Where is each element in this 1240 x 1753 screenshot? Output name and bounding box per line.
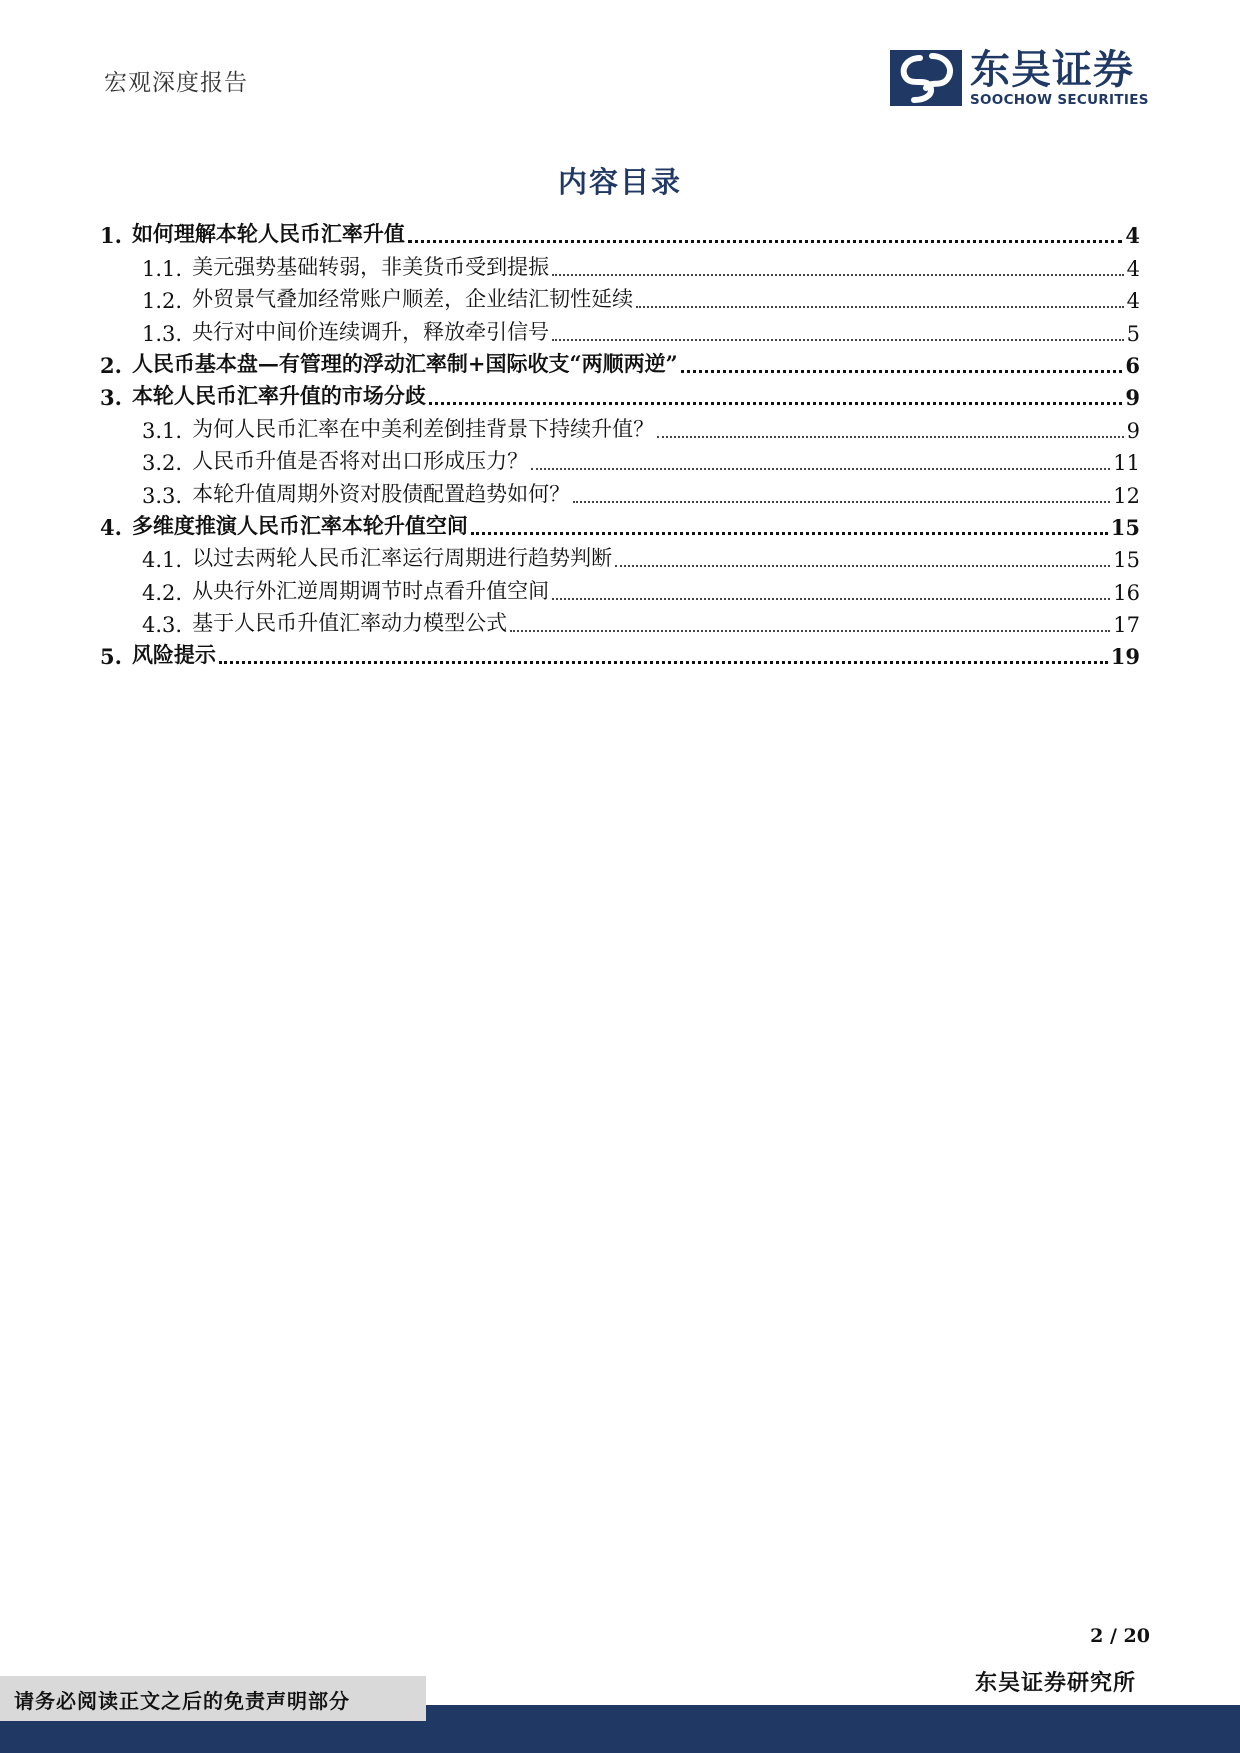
toc-entry-number: 4.2.: [142, 580, 183, 605]
toc-entry-subsection[interactable]: [100, 313, 1140, 345]
toc-entry-number: 1.: [100, 223, 122, 249]
toc-dot-leader: [219, 661, 1108, 664]
toc-entry-title: 美元强势基础转弱，非美货币受到提振: [192, 254, 550, 279]
soochow-logo-icon: [890, 50, 962, 106]
toc-entry-subsection[interactable]: [100, 248, 1140, 280]
logo-chinese-name: 东吴证券: [970, 47, 1134, 93]
toc-dot-leader: [510, 630, 1110, 632]
logo-text-block: [970, 48, 1149, 108]
disclaimer-box: [0, 1676, 426, 1721]
toc-entry-page: 16: [1113, 580, 1140, 605]
toc-entry-title: 本轮升值周期外资对股债配置趋势如何？: [192, 481, 571, 506]
toc-dot-leader: [552, 274, 1124, 276]
toc-entry-section[interactable]: [100, 378, 1140, 410]
toc-entry-title: 基于人民币升值汇率动力模型公式: [192, 611, 508, 636]
toc-entry-title: 以过去两轮人民币汇率运行周期进行趋势判断: [192, 546, 613, 571]
toc-dot-leader: [429, 402, 1122, 405]
toc-entry-title: 本轮人民币汇率升值的市场分歧: [131, 383, 426, 409]
page-number: 2 / 20: [1090, 1625, 1150, 1647]
toc-dot-leader: [615, 565, 1110, 567]
toc-entry-section[interactable]: [100, 637, 1140, 669]
toc-entry-number: 3.2.: [142, 451, 183, 476]
toc-entry-title: 从央行外汇逆周期调节时点看升值空间: [192, 578, 550, 603]
toc-entry-number: 3.1.: [142, 418, 183, 443]
toc-entry-subsection[interactable]: [100, 605, 1140, 637]
company-logo: [890, 48, 1149, 108]
toc-entry-page: 9: [1125, 385, 1140, 411]
toc-entry-number: 2.: [100, 352, 122, 378]
toc-entry-page: 4: [1125, 223, 1140, 249]
toc-entry-title: 人民币升值是否将对出口形成压力？: [192, 449, 529, 474]
table-of-contents: [100, 216, 1140, 669]
toc-entry-page: 15: [1113, 548, 1140, 573]
toc-entry-page: 4: [1126, 256, 1140, 281]
toc-entry-subsection[interactable]: [100, 410, 1140, 442]
institute-name: 东吴证券研究所: [974, 1670, 1136, 1696]
toc-entry-page: 4: [1126, 289, 1140, 314]
toc-dot-leader: [657, 436, 1124, 438]
toc-entry-subsection[interactable]: [100, 281, 1140, 313]
toc-entry-page: 5: [1126, 321, 1140, 346]
toc-entry-title: 多维度推演人民币汇率本轮升值空间: [131, 512, 468, 538]
toc-entry-title: 人民币基本盘—有管理的浮动汇率制+国际收支“两顺两逆”: [131, 350, 678, 376]
toc-entry-title: 如何理解本轮人民币汇率升值: [131, 221, 405, 247]
toc-entry-page: 19: [1110, 644, 1140, 670]
toc-entry-section[interactable]: [100, 346, 1140, 378]
toc-entry-number: 4.3.: [142, 613, 183, 638]
toc-entry-page: 6: [1125, 352, 1140, 378]
logo-english-name: SOOCHOW SECURITIES: [970, 92, 1149, 108]
toc-entry-page: 15: [1110, 514, 1140, 540]
toc-dot-leader: [471, 532, 1108, 535]
toc-entry-subsection[interactable]: [100, 475, 1140, 507]
toc-entry-number: 4.: [100, 514, 122, 540]
toc-entry-number: 3.3.: [142, 483, 183, 508]
toc-entry-number: 1.2.: [142, 289, 183, 314]
toc-entry-number: 1.3.: [142, 321, 183, 346]
toc-dot-leader: [552, 598, 1110, 600]
toc-dot-leader: [408, 240, 1122, 243]
toc-entry-page: 9: [1126, 418, 1140, 443]
toc-entry-subsection[interactable]: [100, 443, 1140, 475]
toc-entry-section[interactable]: [100, 216, 1140, 248]
toc-entry-section[interactable]: [100, 508, 1140, 540]
toc-entry-number: 1.1.: [142, 256, 183, 281]
toc-entry-number: 5.: [100, 644, 122, 670]
toc-dot-leader: [573, 501, 1110, 503]
toc-entry-title: 为何人民币汇率在中美利差倒挂背景下持续升值？: [192, 416, 655, 441]
toc-dot-leader: [552, 339, 1124, 341]
toc-entry-page: 12: [1113, 483, 1140, 508]
report-type-label: 宏观深度报告: [104, 70, 248, 96]
toc-entry-title: 外贸景气叠加经常账户顺差，企业结汇韧性延续: [192, 287, 634, 312]
toc-entry-title: 央行对中间价连续调升，释放牵引信号: [192, 319, 550, 344]
toc-entry-page: 17: [1113, 613, 1140, 638]
disclaimer-text: 请务必阅读正文之后的免责声明部分: [14, 1689, 350, 1713]
toc-entry-title: 风险提示: [131, 642, 216, 668]
toc-dot-leader: [681, 370, 1123, 373]
toc-dot-leader: [531, 468, 1110, 470]
toc-entry-subsection[interactable]: [100, 572, 1140, 604]
toc-dot-leader: [636, 306, 1124, 308]
toc-entry-number: 3.: [100, 385, 122, 411]
toc-entry-page: 11: [1113, 451, 1140, 476]
toc-entry-number: 4.1.: [142, 548, 183, 573]
toc-entry-subsection[interactable]: [100, 540, 1140, 572]
toc-title: 内容目录: [557, 165, 682, 199]
